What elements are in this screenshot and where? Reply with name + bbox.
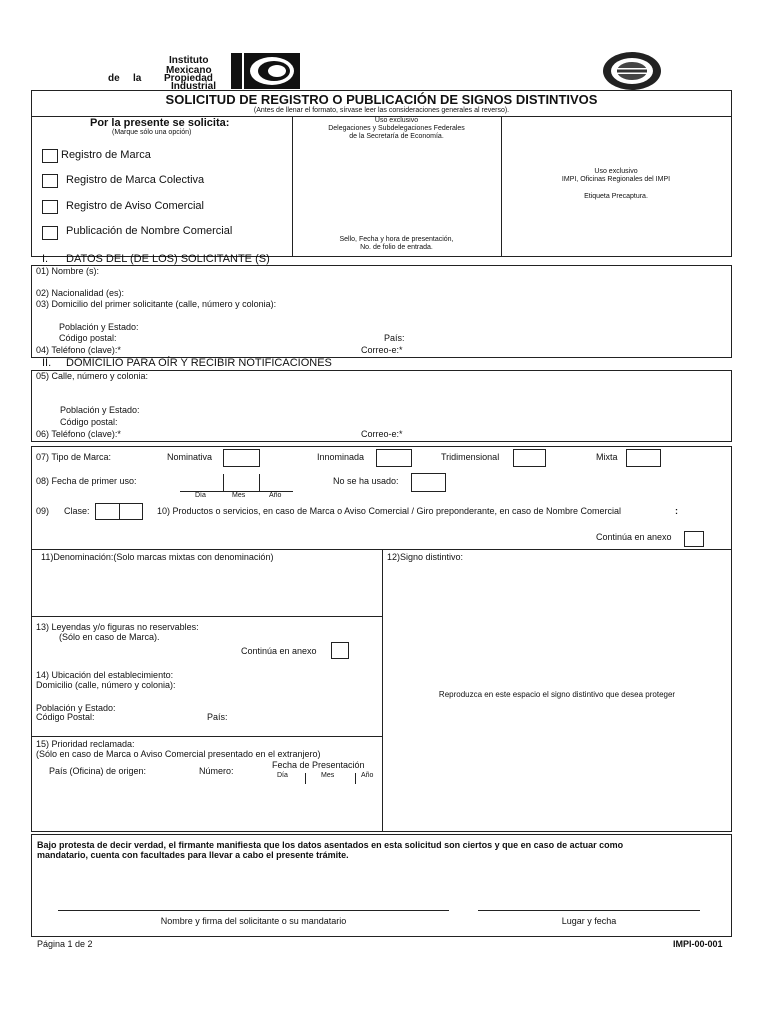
field-04-label: 04) Teléfono (clave):* [36,345,121,355]
field-05-label: 05) Calle, número y colonia: [36,371,149,381]
anio-label: Año [269,492,282,499]
tridimensional-label: Tridimensional [441,452,500,462]
impi-letter-bar [231,53,242,89]
signature-line[interactable] [58,910,449,911]
numero-label: Número: [199,766,234,776]
field-15-note: (Sólo en caso de Marca o Aviso Comercial presentado en el extranjero) [36,749,321,759]
nominativa-box[interactable] [223,449,260,467]
pais3-label: País: [207,712,228,722]
nominativa-label: Nominativa [167,452,213,462]
codigo-postal2-label: Código postal: [60,417,118,427]
uso-exclusivo-mid: Uso exclusivo [374,117,419,124]
poblacion-label: Población y Estado: [59,322,139,332]
institute-name-line2: Mexicano [166,65,212,76]
option-marca-colectiva-label: Registro de Marca Colectiva [66,174,205,186]
fecha-pres-dia-field[interactable] [305,773,306,784]
form-title: SOLICITUD DE REGISTRO O PUBLICACIÓN DE SIGNOS DISTINTIVOS [165,92,598,107]
etiqueta-text: Etiqueta Precaptura. [584,193,648,200]
no-usado-label: No se ha usado: [333,476,399,486]
continua-anexo-label: Continúa en anexo [596,532,672,542]
folio-text: No. de folio de entrada. [360,244,433,251]
field-02-label: 02) Nacionalidad (es): [36,288,125,298]
mes2-label: Mes [321,772,335,779]
impi-emblem-icon [244,53,300,89]
fecha-uso-mes-field[interactable] [259,474,260,491]
page-number: Página 1 de 2 [37,939,93,949]
option-aviso-comercial-checkbox[interactable] [42,200,58,214]
codigo-postal3-label: Código Postal: [36,712,95,722]
clase-label: Clase: [64,506,90,516]
mixta-label: Mixta [596,452,618,462]
institute-name-line4: Industrial [171,81,217,92]
institute-name-line3a: de [108,73,120,84]
sello-text: Sello, Fecha y hora de presentación, [339,236,454,243]
option-registro-marca-checkbox[interactable] [42,149,58,163]
continua-anexo2-checkbox[interactable] [331,642,349,659]
codigo-postal-label: Código postal: [59,333,117,343]
pais-label: País: [384,333,405,343]
option-nombre-comercial-checkbox[interactable] [42,226,58,240]
poblacion3-label: Población y Estado: [36,703,116,713]
declaration-line2: mandatario, cuenta con facultades para llevar a cabo el presente trámite. [37,850,349,860]
innominada-box[interactable] [376,449,412,467]
form-code: IMPI-00-001 [673,939,723,949]
institute-name-line3b: la [133,73,142,84]
uso-exclusivo-right: Uso exclusivo [594,168,638,175]
option-nombre-comercial-label: Publicación de Nombre Comercial [66,225,233,237]
mes-label: Mes [232,492,246,499]
field-10-colon: : [675,506,678,516]
field-13-note: (Sólo en caso de Marca). [59,632,160,642]
option-marca-colectiva-checkbox[interactable] [42,174,58,188]
field-13-label: 13) Leyendas y/o figuras no reservables: [36,622,199,632]
form-subtitle: (Antes de llenar el formato, sírvase leer las consideraciones generales al reverso). [253,107,510,114]
field-11-label: 11)Denominación:(Solo marcas mixtas con denominación) [41,552,274,562]
poblacion2-label: Población y Estado: [60,405,140,415]
field-03-label: 03) Domicilio del primer solicitante (calle, número y colonia): [36,299,277,309]
fecha-pres-mes-field[interactable] [355,773,356,784]
field-01-label: 01) Nombre (s): [36,266,100,276]
field-07-label: 07) Tipo de Marca: [36,452,112,462]
request-heading: Por la presente se solicita: [90,117,230,129]
anio2-label: Año [361,772,374,779]
mixta-box[interactable] [626,449,661,467]
innominada-label: Innominada [317,452,365,462]
fecha-uso-dia-field[interactable] [223,474,224,491]
declaration-line1: Bajo protesta de decir verdad, el firmante manifiesta que los datos asentados en esta solicitud son ciertos y que en caso de actuar como [37,840,624,850]
fecha-presentacion-label: Fecha de Presentación [272,760,365,770]
institute-name-line1: Instituto [169,55,209,66]
field-08-label: 08) Fecha de primer uso: [36,476,137,486]
signature-label: Nombre y firma del solicitante o su mandatario [160,916,347,926]
field-12-label: 12)Signo distintivo: [387,552,464,562]
option-aviso-comercial-label: Registro de Aviso Comercial [66,200,204,212]
field-14-label: 14) Ubicación del establecimiento: [36,670,174,680]
section2-number: II. [42,357,52,369]
tridimensional-box[interactable] [513,449,546,467]
delegaciones-text: Delegaciones y Subdelegaciones Federales [328,125,465,132]
field-10-label: 10) Productos o servicios, en caso de Marca o Aviso Comercial / Giro preponderante, en caso de Nombre Comercial [157,506,622,516]
continua-anexo2-label: Continúa en anexo [241,646,317,656]
field-09-label: 09) [36,506,50,516]
field-15-label: 15) Prioridad reclamada: [36,739,135,749]
continua-anexo-checkbox[interactable] [684,531,704,547]
dia2-label: Día [277,772,288,779]
pais-origen-label: País (Oficina) de origen: [49,766,147,776]
place-date-line[interactable] [478,910,700,911]
correo2-label: Correo-e:* [361,429,403,439]
correo-label: Correo-e:* [361,345,403,355]
request-note: (Marque sólo una opción) [112,129,192,136]
field-06-label: 06) Teléfono (clave):* [36,429,121,439]
no-usado-box[interactable] [411,473,446,492]
section1-number: I. [42,253,49,265]
section1-title: DATOS DEL (DE LOS) SOLICITANTE (S) [66,253,270,265]
place-date-label: Lugar y fecha [561,916,617,926]
reproduzca-text: Reproduzca en este espacio el signo distintivo que desea proteger [438,690,676,699]
option-registro-marca-label: Registro de Marca [61,149,151,161]
impi-oficinas-text: IMPI, Oficinas Regionales del IMPI [561,176,671,183]
certification-seal-icon [601,50,663,92]
section2-title: DOMICILIO PARA OÍR Y RECIBIR NOTIFICACIONES [66,357,332,369]
field-14-domicilio: Domicilio (calle, número y colonia): [36,680,176,690]
secretaria-text: de la Secretaría de Economía. [349,133,444,140]
institute-name-line3c: Propiedad [164,73,213,84]
dia-label: Día [195,492,206,499]
